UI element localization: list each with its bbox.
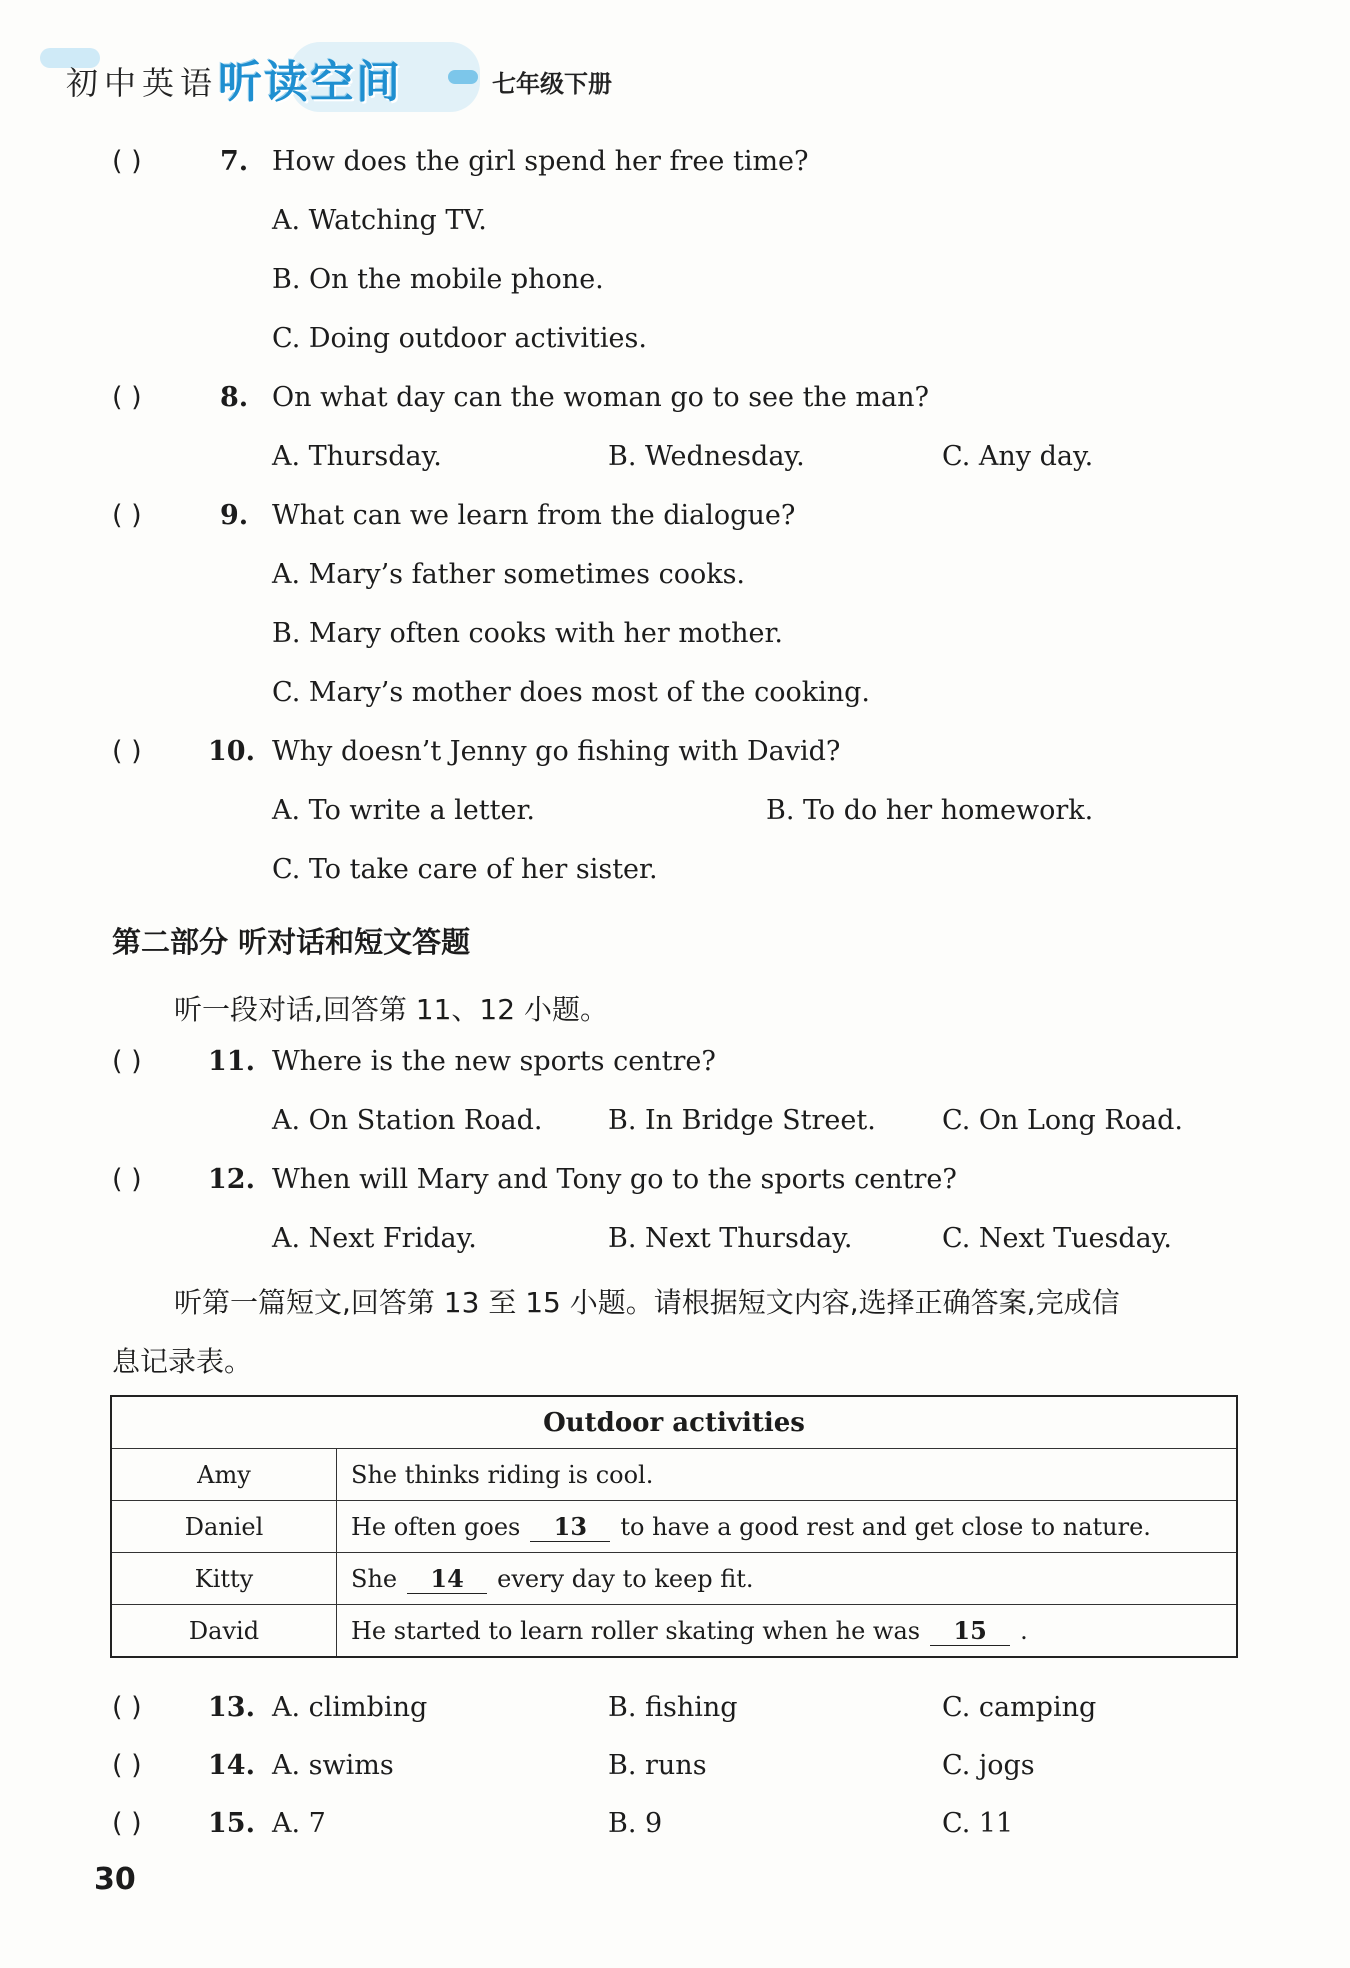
option-a: A. 7	[272, 1808, 326, 1839]
question-number: 15.	[208, 1808, 255, 1839]
desc-text: .	[1020, 1616, 1028, 1645]
table-name-cell: Amy	[111, 1449, 337, 1501]
option-a: A. Watching TV.	[272, 205, 487, 236]
option-b: B. Mary often cooks with her mother.	[272, 618, 783, 649]
option-a: A. climbing	[272, 1692, 428, 1723]
info-table	[110, 1395, 1238, 1658]
option-b: B. fishing	[608, 1692, 738, 1723]
table-title: Outdoor activities	[111, 1396, 1237, 1449]
question-text: When will Mary and Tony go to the sports centre?	[272, 1164, 957, 1195]
table-desc-cell	[337, 1501, 1238, 1553]
answer-paren: ( )	[112, 500, 142, 531]
option-b: B. In Bridge Street.	[608, 1105, 876, 1136]
question-number: 14.	[208, 1750, 255, 1781]
answer-paren: ( )	[112, 1692, 142, 1723]
option-b: B. Next Thursday.	[608, 1223, 853, 1254]
option-c: C. To take care of her sister.	[272, 854, 658, 885]
option-b: B. 9	[608, 1808, 663, 1839]
answer-paren: ( )	[112, 1164, 142, 1195]
answer-paren: ( )	[112, 736, 142, 767]
question-number: 10.	[208, 736, 255, 767]
option-c: C. Doing outdoor activities.	[272, 323, 647, 354]
answer-blank[interactable]: 13	[530, 1512, 610, 1542]
option-a: A. On Station Road.	[272, 1105, 543, 1136]
option-c: C. On Long Road.	[942, 1105, 1183, 1136]
option-a: A. Next Friday.	[272, 1223, 477, 1254]
table-row	[111, 1449, 1237, 1501]
desc-text: She	[351, 1564, 398, 1593]
answer-paren: ( )	[112, 1750, 142, 1781]
question-text: How does the girl spend her free time?	[272, 146, 809, 177]
table-row	[111, 1553, 1237, 1605]
instruction-passage-continued: 息记录表。	[112, 1345, 253, 1378]
table-row	[111, 1605, 1237, 1658]
desc-text: He started to learn roller skating when he was	[351, 1616, 921, 1645]
option-b: B. On the mobile phone.	[272, 264, 604, 295]
question-text: What can we learn from the dialogue?	[272, 500, 796, 531]
grade-label: 七年级下册	[492, 70, 612, 98]
section-title: 第二部分 听对话和短文答题	[112, 925, 471, 959]
question-number: 13.	[208, 1692, 255, 1723]
table-name-cell: Kitty	[111, 1553, 337, 1605]
question-text: Where is the new sports centre?	[272, 1046, 716, 1077]
option-c: C. jogs	[942, 1750, 1035, 1781]
answer-paren: ( )	[112, 146, 142, 177]
page-number: 30	[94, 1862, 136, 1897]
question-text: On what day can the woman go to see the man?	[272, 382, 929, 413]
desc-text: She thinks riding is cool.	[351, 1460, 654, 1489]
option-a: A. Thursday.	[272, 441, 442, 472]
answer-blank[interactable]: 14	[407, 1564, 487, 1594]
option-c: C. Next Tuesday.	[942, 1223, 1172, 1254]
instruction-passage: 听第一篇短文,回答第 13 至 15 小题。请根据短文内容,选择正确答案,完成信	[174, 1286, 1120, 1319]
question-number: 9.	[220, 500, 249, 531]
option-b: B. To do her homework.	[766, 795, 1094, 826]
table-name-cell: Daniel	[111, 1501, 337, 1553]
table-desc-cell	[337, 1553, 1238, 1605]
option-c: C. Mary’s mother does most of the cooking.	[272, 677, 870, 708]
table-desc-cell	[337, 1605, 1238, 1658]
question-text: Why doesn’t Jenny go fishing with David?	[272, 736, 841, 767]
page-header	[40, 40, 1040, 130]
answer-paren: ( )	[112, 1046, 142, 1077]
table-desc-cell	[337, 1449, 1238, 1501]
desc-text: every day to keep fit.	[497, 1564, 754, 1593]
option-c: C. 11	[942, 1808, 1014, 1839]
table-header-row	[111, 1396, 1237, 1449]
question-number: 12.	[208, 1164, 255, 1195]
question-number: 7.	[220, 146, 249, 177]
book-title: 初中英语	[66, 64, 219, 102]
answer-paren: ( )	[112, 382, 142, 413]
option-a: A. Mary’s father sometimes cooks.	[272, 559, 746, 590]
desc-text: He often goes	[351, 1512, 521, 1541]
instruction-dialogue: 听一段对话,回答第 11、12 小题。	[174, 993, 608, 1026]
series-name: 听读空间	[218, 57, 402, 108]
table-name-cell: David	[111, 1605, 337, 1658]
option-c: C. Any day.	[942, 441, 1094, 472]
answer-blank[interactable]: 15	[930, 1616, 1010, 1646]
option-a: A. swims	[272, 1750, 394, 1781]
option-a: A. To write a letter.	[272, 795, 535, 826]
question-number: 8.	[220, 382, 249, 413]
option-b: B. Wednesday.	[608, 441, 805, 472]
question-number: 11.	[208, 1046, 255, 1077]
option-c: C. camping	[942, 1692, 1097, 1723]
option-b: B. runs	[608, 1750, 707, 1781]
answer-paren: ( )	[112, 1808, 142, 1839]
desc-text: to have a good rest and get close to nature.	[620, 1512, 1151, 1541]
table-row	[111, 1501, 1237, 1553]
arrow-decoration-icon	[448, 70, 478, 84]
